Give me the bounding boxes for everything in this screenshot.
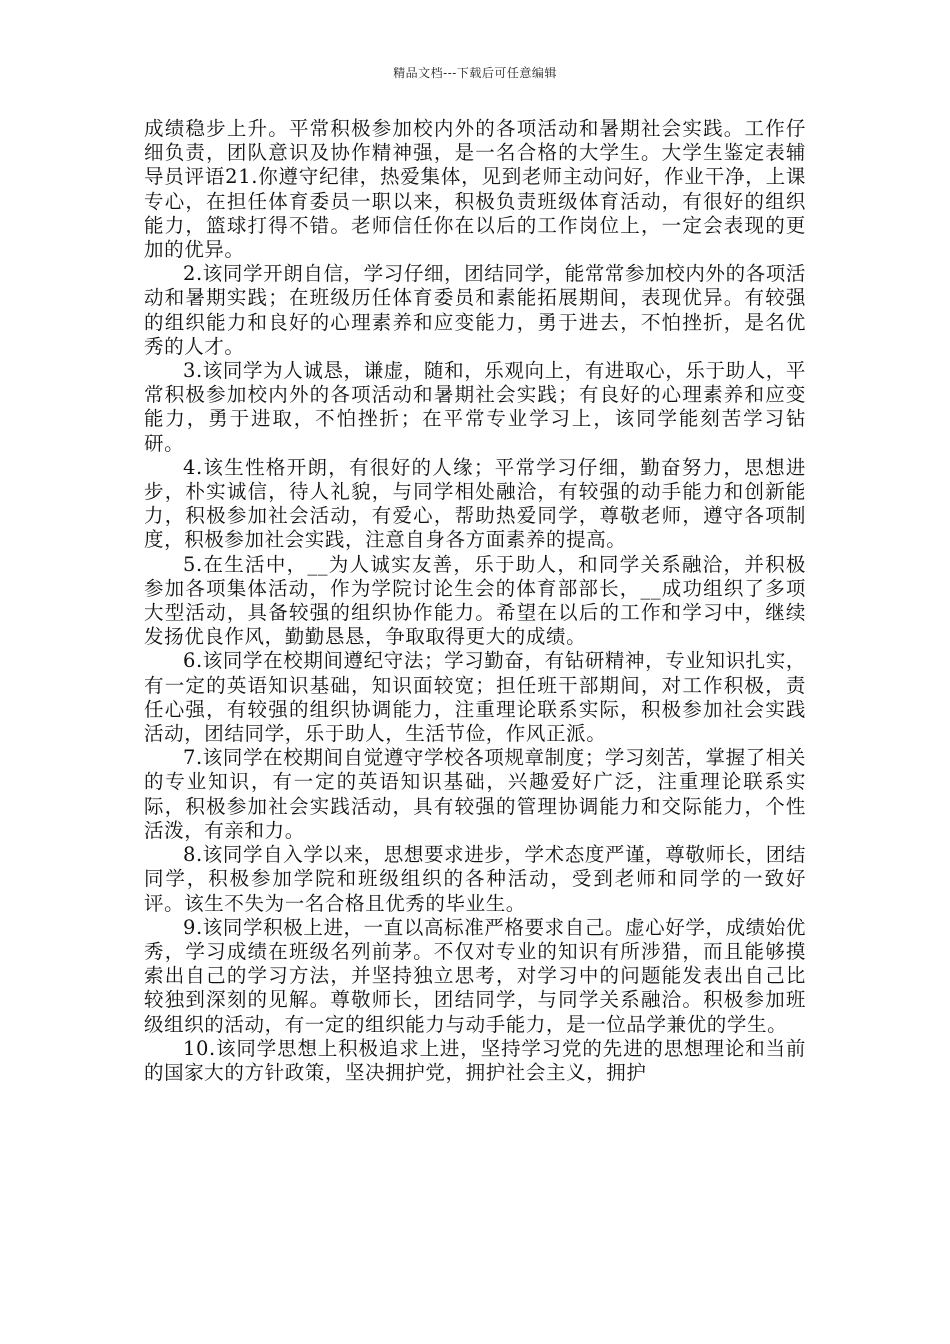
paragraph-9: 9.该同学积极上进，一直以高标准严格要求自己。虚心好学，成绩始优秀，学习成绩在班级名列前茅。不仅对专业的知识有所涉猎，而且能够摸索出自己的学习方法，并坚持独立思考，对学习中的问题能发表出自己比较独到深刻的见解。尊敬师长，团结同学，与同学关系融洽。积极参加班级组织的活动，有一定的组织能力与动手能力，是一位品学兼优的学生。 [144,915,806,1036]
page-header: 精品文档---下载后可任意编辑 [393,66,557,80]
paragraph-7: 7.该同学在校期间自觉遵守学校各项规章制度；学习刻苦，掌握了相关的专业知识，有一定的英语知识基础，兴趣爱好广泛，注重理论联系实际，积极参加社会实践活动，具有较强的管理协调能力和交际能力，个性活泼，有亲和力。 [144,746,806,842]
document-body [144,117,806,1085]
paragraph-6: 6.该同学在校期间遵纪守法；学习勤奋，有钻研精神，专业知识扎实，有一定的英语知识基础，知识面较宽；担任班干部期间，对工作积极，责任心强，有较强的组织协调能力，注重理论联系实际，积极参加社会实践活动，团结同学，乐于助人，生活节俭，作风正派。 [144,649,806,746]
paragraph-2: 2.该同学开朗自信，学习仔细，团结同学，能常常参加校内外的各项活动和暑期实践；在班级历任体育委员和素能拓展期间，表现优异。有较强的组织能力和良好的心理素养和应变能力，勇于进去，不怕挫折，是名优秀的人才。 [144,262,806,358]
paragraph-1: 成绩稳步上升。平常积极参加校内外的各项活动和暑期社会实践。工作仔细负责，团队意识及协作精神强，是一名合格的大学生。大学生鉴定表辅导员评语21.你遵守纪律，热爱集体，见到老师主动问好，作业干净，上课专心，在担任体育委员一职以来，积极负责班级体育活动，有很好的组织能力，篮球打得不错。老师信任你在以后的工作岗位上，一定会表现的更加的优异。 [144,117,806,262]
paragraph-10: 10.该同学思想上积极追求上进，坚持学习党的先进的思想理论和当前的国家大的方针政策，坚决拥护党，拥护社会主义，拥护 [144,1036,806,1084]
paragraph-3: 3.该同学为人诚恳，谦虚，随和，乐观向上，有进取心，乐于助人，平常积极参加校内外的各项活动和暑期社会实践；有良好的心理素养和应变能力，勇于进取，不怕挫折；在平常专业学习上，该同学能刻苦学习钻研。 [144,359,806,455]
paragraph-8: 8.该同学自入学以来，思想要求进步，学术态度严谨，尊敬师长，团结同学，积极参加学院和班级组织的各种活动，受到老师和同学的一致好评。该生不失为一名合格且优秀的毕业生。 [144,843,806,915]
paragraph-4: 4.该生性格开朗，有很好的人缘；平常学习仔细，勤奋努力，思想进步，朴实诚信，待人礼貌，与同学相处融洽，有较强的动手能力和创新能力，积极参加社会活动，有爱心，帮助热爱同学，尊敬老师，遵守各项制度，积极参加社会实践，注意自身各方面素养的提高。 [144,455,806,552]
paragraph-5: 5.在生活中，__为人诚实友善，乐于助人，和同学关系融洽，并积极参加各项集体活动，作为学院讨论生会的体育部部长，__成功组织了多项大型活动，具备较强的组织协作能力。希望在以后的工作和学习中，继续发扬优良作风，勤勤恳恳，争取取得更大的成绩。 [144,552,806,649]
